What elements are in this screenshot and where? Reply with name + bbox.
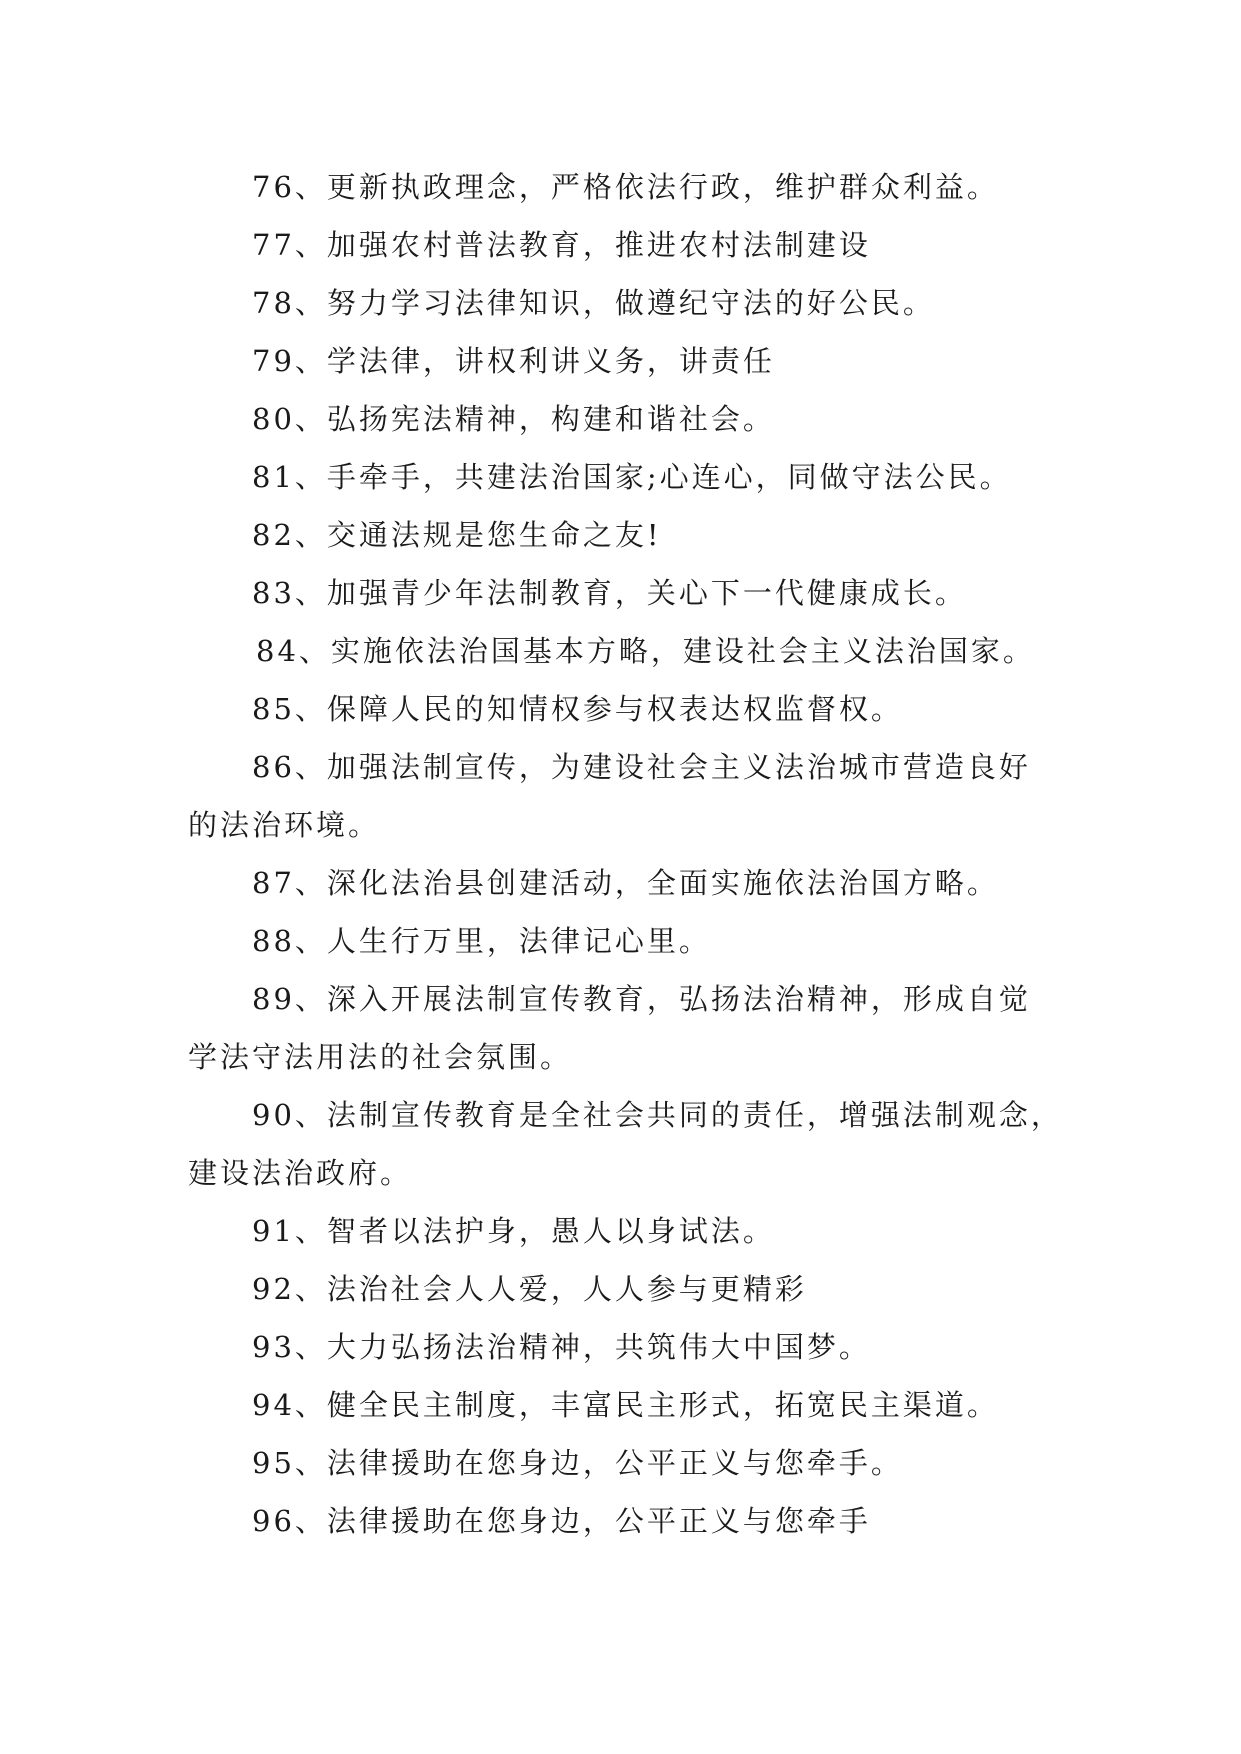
list-item-continuation: 学法守法用法的社会氛围。 — [188, 1040, 573, 1074]
list-item: 89、深入开展法制宣传教育，弘扬法治精神，形成自觉 — [252, 982, 1031, 1016]
list-item: 88、人生行万里，法律记心里。 — [252, 924, 711, 958]
list-item-continuation: 建设法治政府。 — [188, 1156, 413, 1190]
list-item: 78、努力学习法律知识，做遵纪守法的好公民。 — [252, 286, 935, 320]
list-item: 77、加强农村普法教育，推进农村法制建设 — [252, 228, 871, 262]
list-item: 95、法律援助在您身边，公平正义与您牵手。 — [252, 1446, 903, 1480]
list-item: 92、法治社会人人爱，人人参与更精彩 — [252, 1272, 807, 1306]
list-item: 91、智者以法护身，愚人以身试法。 — [252, 1214, 775, 1248]
list-item: 83、加强青少年法制教育，关心下一代健康成长。 — [252, 576, 967, 610]
list-item: 93、大力弘扬法治精神，共筑伟大中国梦。 — [252, 1330, 871, 1364]
list-item: 96、法律援助在您身边，公平正义与您牵手 — [252, 1504, 871, 1538]
list-item: 84、实施依法治国基本方略，建设社会主义法治国家。 — [256, 634, 1035, 668]
list-item: 87、深化法治县创建活动，全面实施依法治国方略。 — [252, 866, 999, 900]
list-item: 79、学法律，讲权利讲义务，讲责任 — [252, 344, 775, 378]
list-item: 82、交通法规是您生命之友! — [252, 518, 662, 552]
list-item: 90、法制宣传教育是全社会共同的责任，增强法制观念， — [252, 1098, 1063, 1132]
list-item: 76、更新执政理念，严格依法行政，维护群众利益。 — [252, 170, 999, 204]
list-item: 80、弘扬宪法精神，构建和谐社会。 — [252, 402, 775, 436]
list-item-continuation: 的法治环境。 — [188, 808, 381, 842]
list-item: 81、手牵手，共建法治国家;心连心，同做守法公民。 — [252, 460, 1012, 494]
list-item: 85、保障人民的知情权参与权表达权监督权。 — [252, 692, 903, 726]
list-item: 94、健全民主制度，丰富民主形式，拓宽民主渠道。 — [252, 1388, 999, 1422]
slogan-list — [188, 158, 1078, 1550]
list-item: 86、加强法制宣传，为建设社会主义法治城市营造良好 — [252, 750, 1031, 784]
